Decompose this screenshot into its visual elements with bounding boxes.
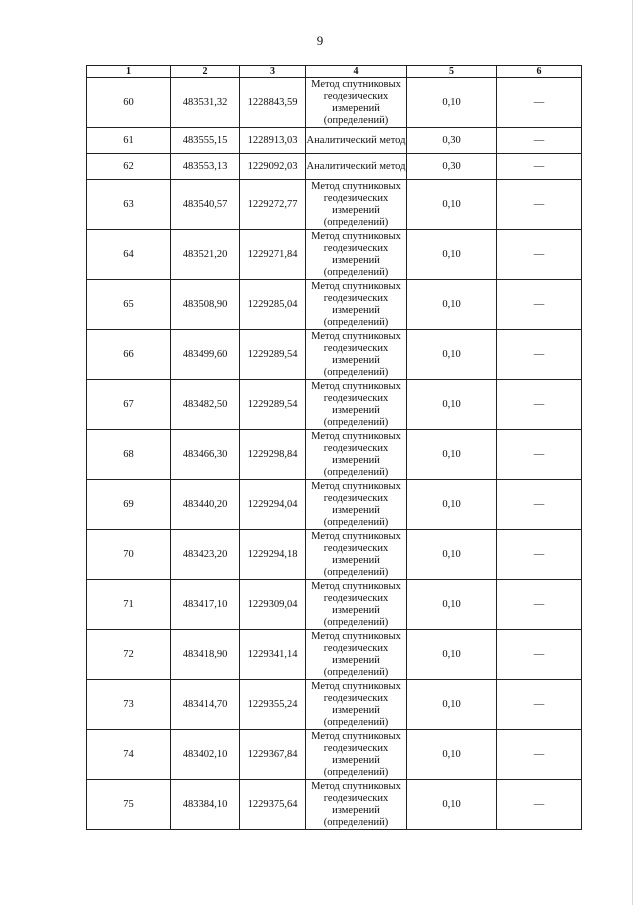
description-cell: — — [497, 780, 582, 830]
table-body — [87, 78, 582, 830]
description-cell: — — [497, 154, 582, 180]
x-coordinate-cell: 483417,10 — [171, 580, 240, 630]
x-coordinate-cell: 483499,60 — [171, 330, 240, 380]
x-coordinate-cell: 483482,50 — [171, 380, 240, 430]
table-row — [87, 580, 582, 630]
table-row — [87, 480, 582, 530]
description-cell: — — [497, 630, 582, 680]
y-coordinate-cell: 1229341,14 — [240, 630, 306, 680]
accuracy-cell: 0,10 — [407, 480, 497, 530]
point-number-cell: 74 — [87, 730, 171, 780]
y-coordinate-cell: 1229272,77 — [240, 180, 306, 230]
table-row — [87, 180, 582, 230]
point-number-cell: 62 — [87, 154, 171, 180]
point-number-cell: 71 — [87, 580, 171, 630]
point-number-cell: 61 — [87, 128, 171, 154]
description-cell: — — [497, 78, 582, 128]
description-cell: — — [497, 230, 582, 280]
x-coordinate-cell: 483531,32 — [171, 78, 240, 128]
accuracy-cell: 0,30 — [407, 154, 497, 180]
method-cell: Метод спутниковых геодезических измерений (определений) — [306, 680, 407, 730]
y-coordinate-cell: 1229092,03 — [240, 154, 306, 180]
method-cell: Метод спутниковых геодезических измерений (определений) — [306, 78, 407, 128]
accuracy-cell: 0,10 — [407, 380, 497, 430]
accuracy-cell: 0,10 — [407, 630, 497, 680]
table-row — [87, 430, 582, 480]
x-coordinate-cell: 483540,57 — [171, 180, 240, 230]
y-coordinate-cell: 1229367,84 — [240, 730, 306, 780]
point-number-cell: 69 — [87, 480, 171, 530]
column-header-2: 2 — [171, 66, 240, 78]
column-header-6: 6 — [497, 66, 582, 78]
accuracy-cell: 0,10 — [407, 530, 497, 580]
table-row — [87, 380, 582, 430]
x-coordinate-cell: 483440,20 — [171, 480, 240, 530]
column-header-5: 5 — [407, 66, 497, 78]
point-number-cell: 65 — [87, 280, 171, 330]
description-cell: — — [497, 330, 582, 380]
y-coordinate-cell: 1229271,84 — [240, 230, 306, 280]
y-coordinate-cell: 1228913,03 — [240, 128, 306, 154]
x-coordinate-cell: 483521,20 — [171, 230, 240, 280]
accuracy-cell: 0,10 — [407, 330, 497, 380]
accuracy-cell: 0,10 — [407, 230, 497, 280]
y-coordinate-cell: 1229285,04 — [240, 280, 306, 330]
column-header-1: 1 — [87, 66, 171, 78]
y-coordinate-cell: 1229289,54 — [240, 330, 306, 380]
method-cell: Метод спутниковых геодезических измерений (определений) — [306, 330, 407, 380]
table-row — [87, 330, 582, 380]
method-cell: Метод спутниковых геодезических измерений (определений) — [306, 230, 407, 280]
accuracy-cell: 0,10 — [407, 280, 497, 330]
x-coordinate-cell: 483553,13 — [171, 154, 240, 180]
y-coordinate-cell: 1229298,84 — [240, 430, 306, 480]
accuracy-cell: 0,10 — [407, 78, 497, 128]
point-number-cell: 66 — [87, 330, 171, 380]
method-cell: Метод спутниковых геодезических измерений (определений) — [306, 780, 407, 830]
method-cell: Аналитический метод — [306, 154, 407, 180]
description-cell: — — [497, 730, 582, 780]
point-number-cell: 60 — [87, 78, 171, 128]
accuracy-cell: 0,10 — [407, 780, 497, 830]
table-row — [87, 780, 582, 830]
description-cell: — — [497, 580, 582, 630]
x-coordinate-cell: 483466,30 — [171, 430, 240, 480]
table-row — [87, 154, 582, 180]
table-row — [87, 680, 582, 730]
x-coordinate-cell: 483555,15 — [171, 128, 240, 154]
column-header-3: 3 — [240, 66, 306, 78]
column-header-4: 4 — [306, 66, 407, 78]
point-number-cell: 68 — [87, 430, 171, 480]
description-cell: — — [497, 280, 582, 330]
description-cell: — — [497, 680, 582, 730]
description-cell: — — [497, 480, 582, 530]
table-row — [87, 128, 582, 154]
x-coordinate-cell: 483384,10 — [171, 780, 240, 830]
table-row — [87, 630, 582, 680]
method-cell: Метод спутниковых геодезических измерений (определений) — [306, 730, 407, 780]
coordinates-table — [86, 65, 582, 830]
table-row — [87, 730, 582, 780]
y-coordinate-cell: 1229375,64 — [240, 780, 306, 830]
description-cell: — — [497, 380, 582, 430]
x-coordinate-cell: 483508,90 — [171, 280, 240, 330]
y-coordinate-cell: 1229294,18 — [240, 530, 306, 580]
y-coordinate-cell: 1229289,54 — [240, 380, 306, 430]
y-coordinate-cell: 1228843,59 — [240, 78, 306, 128]
scan-edge-line — [632, 0, 633, 905]
y-coordinate-cell: 1229309,04 — [240, 580, 306, 630]
description-cell: — — [497, 128, 582, 154]
accuracy-cell: 0,10 — [407, 680, 497, 730]
table-row — [87, 280, 582, 330]
point-number-cell: 70 — [87, 530, 171, 580]
method-cell: Аналитический метод — [306, 128, 407, 154]
accuracy-cell: 0,10 — [407, 180, 497, 230]
point-number-cell: 64 — [87, 230, 171, 280]
method-cell: Метод спутниковых геодезических измерений (определений) — [306, 280, 407, 330]
method-cell: Метод спутниковых геодезических измерений (определений) — [306, 380, 407, 430]
y-coordinate-cell: 1229355,24 — [240, 680, 306, 730]
description-cell: — — [497, 530, 582, 580]
accuracy-cell: 0,10 — [407, 730, 497, 780]
table-row — [87, 230, 582, 280]
method-cell: Метод спутниковых геодезических измерений (определений) — [306, 530, 407, 580]
x-coordinate-cell: 483423,20 — [171, 530, 240, 580]
method-cell: Метод спутниковых геодезических измерений (определений) — [306, 580, 407, 630]
method-cell: Метод спутниковых геодезических измерений (определений) — [306, 630, 407, 680]
x-coordinate-cell: 483414,70 — [171, 680, 240, 730]
table-row — [87, 78, 582, 128]
method-cell: Метод спутниковых геодезических измерений (определений) — [306, 430, 407, 480]
page-number: 9 — [316, 33, 324, 48]
point-number-cell: 75 — [87, 780, 171, 830]
method-cell: Метод спутниковых геодезических измерений (определений) — [306, 480, 407, 530]
point-number-cell: 72 — [87, 630, 171, 680]
method-cell: Метод спутниковых геодезических измерений (определений) — [306, 180, 407, 230]
table-header-row — [87, 66, 582, 78]
x-coordinate-cell: 483418,90 — [171, 630, 240, 680]
point-number-cell: 73 — [87, 680, 171, 730]
y-coordinate-cell: 1229294,04 — [240, 480, 306, 530]
accuracy-cell: 0,30 — [407, 128, 497, 154]
accuracy-cell: 0,10 — [407, 430, 497, 480]
description-cell: — — [497, 430, 582, 480]
table-row — [87, 530, 582, 580]
point-number-cell: 63 — [87, 180, 171, 230]
point-number-cell: 67 — [87, 380, 171, 430]
x-coordinate-cell: 483402,10 — [171, 730, 240, 780]
description-cell: — — [497, 180, 582, 230]
accuracy-cell: 0,10 — [407, 580, 497, 630]
